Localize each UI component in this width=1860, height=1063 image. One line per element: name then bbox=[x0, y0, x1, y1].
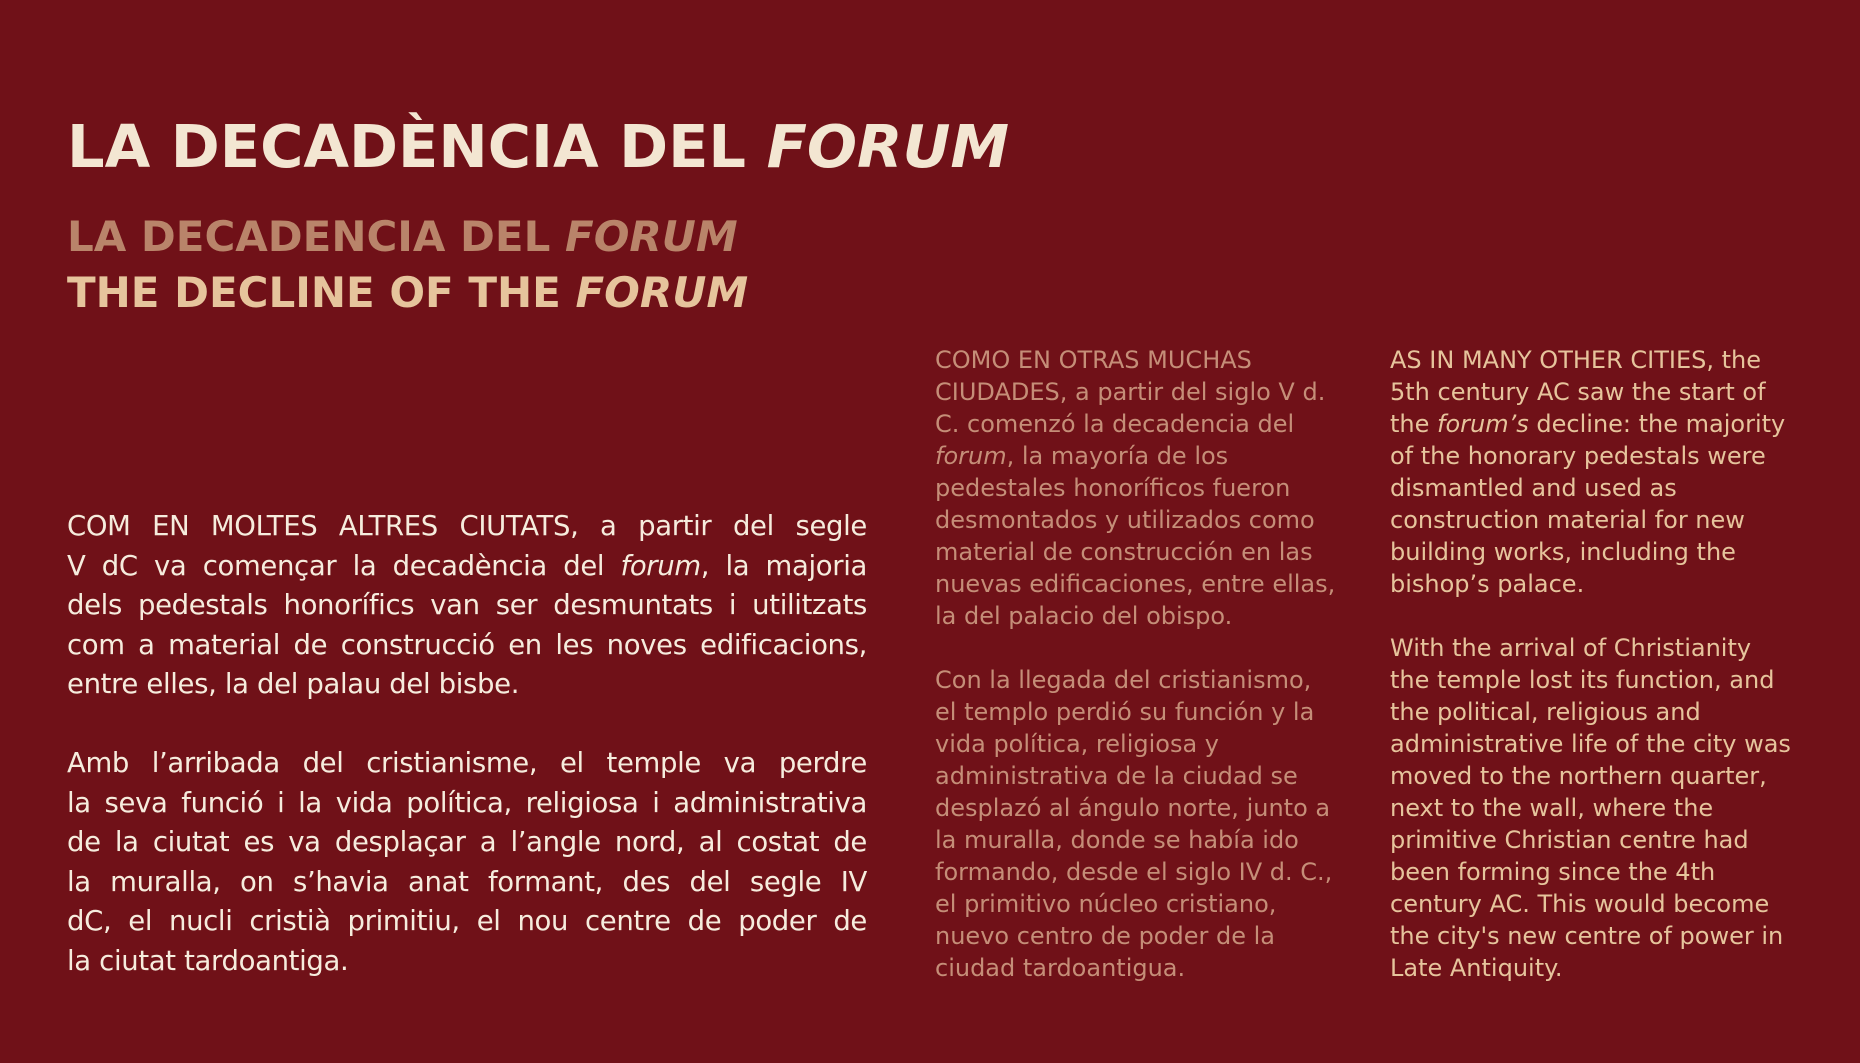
text-fragment: , la majoria bbox=[700, 549, 867, 582]
text-line: next to the wall, where the bbox=[1390, 794, 1714, 822]
text-fragment-italic: forum’s bbox=[1437, 410, 1529, 438]
spanish-paragraph-1 bbox=[935, 344, 1355, 632]
text-line bbox=[1390, 408, 1840, 440]
text-line: administrative life of the city was bbox=[1390, 730, 1791, 758]
english-paragraph-2 bbox=[1390, 632, 1840, 984]
text-line: desplazó al ángulo norte, junto a bbox=[935, 794, 1331, 822]
text-line: AS IN MANY OTHER CITIES, the bbox=[1390, 346, 1761, 374]
text-line: CIUDADES, a partir del siglo V d. bbox=[935, 378, 1326, 406]
text-fragment: decline: the majority bbox=[1536, 410, 1786, 438]
title-ca-prefix: LA DECADÈNCIA DEL bbox=[67, 112, 747, 181]
text-line: vida política, religiosa y bbox=[935, 730, 1220, 758]
text-line: dismantled and used as bbox=[1390, 474, 1677, 502]
text-fragment-italic: forum bbox=[935, 442, 1007, 470]
spanish-text-column bbox=[935, 344, 1355, 984]
text-line: el templo perdió su función y la bbox=[935, 698, 1315, 726]
text-line bbox=[935, 440, 1355, 472]
text-line: el primitivo núcleo cristiano, bbox=[935, 890, 1277, 918]
text-line: primitive Christian centre had bbox=[1390, 826, 1749, 854]
text-fragment: the bbox=[1390, 410, 1430, 438]
text-line: Late Antiquity. bbox=[1390, 954, 1563, 982]
page-title-english bbox=[67, 268, 748, 318]
text-line: administrativa de la ciudad se bbox=[935, 762, 1298, 790]
text-line: material de construcción en las bbox=[935, 538, 1313, 566]
text-line: desmontados y utilizados como bbox=[935, 506, 1315, 534]
text-line: of the honorary pedestals were bbox=[1390, 442, 1766, 470]
catalan-paragraph-1 bbox=[67, 507, 867, 705]
text-line: moved to the northern quarter, bbox=[1390, 762, 1767, 790]
text-line: de la ciutat es va desplaçar a l’angle nord, al costat de bbox=[67, 826, 867, 858]
text-line: la muralla, on s’havia anat formant, des del segle IV bbox=[67, 865, 867, 898]
text-fragment: V dC va començar la decadència del bbox=[67, 549, 605, 582]
text-line: la muralla, donde se había ido bbox=[935, 826, 1299, 854]
english-paragraph-1 bbox=[1390, 344, 1840, 600]
text-line: nuevas edificaciones, entre ellas, bbox=[935, 570, 1336, 598]
text-line: the temple lost its function, and bbox=[1390, 666, 1775, 694]
text-line: Amb l’arribada del cristianisme, el temple va perdre bbox=[67, 747, 867, 779]
title-es-prefix: LA DECADENCIA DEL bbox=[67, 212, 551, 261]
title-es-italic: FORUM bbox=[565, 212, 738, 261]
title-en-prefix: THE DECLINE OF THE bbox=[67, 268, 561, 317]
paragraph-gap bbox=[67, 705, 867, 745]
text-line: com a material de construcció en les noves edificacions, bbox=[67, 628, 867, 661]
english-text-column bbox=[1390, 344, 1840, 984]
title-ca-italic: FORUM bbox=[766, 112, 1010, 181]
text-line: bishop’s palace. bbox=[1390, 570, 1585, 598]
text-line: la del palacio del obispo. bbox=[935, 602, 1233, 630]
paragraph-gap bbox=[1390, 600, 1840, 632]
catalan-text-column bbox=[67, 507, 867, 981]
text-line: Con la llegada del cristianismo, bbox=[935, 666, 1312, 694]
text-line: formando, desde el siglo IV d. C., bbox=[935, 858, 1333, 886]
text-line: la ciutat tardoantiga. bbox=[67, 944, 349, 977]
text-fragment: , la mayoría de los bbox=[1006, 442, 1229, 470]
text-line: century AC. This would become bbox=[1390, 890, 1770, 918]
text-line: COMO EN OTRAS MUCHAS bbox=[935, 346, 1252, 374]
text-line: With the arrival of Christianity bbox=[1390, 634, 1752, 662]
text-line: building works, including the bbox=[1390, 538, 1736, 566]
text-line: la seva funció i la vida política, religiosa i administrativa bbox=[67, 786, 867, 819]
text-line: dels pedestals honorífics van ser desmuntats i utilitzats bbox=[67, 589, 867, 621]
text-line: COM EN MOLTES ALTRES CIUTATS, a partir del segle bbox=[67, 510, 867, 542]
text-line: the city's new centre of power in bbox=[1390, 922, 1784, 950]
spanish-paragraph-2 bbox=[935, 664, 1355, 984]
text-line: entre elles, la del palau del bisbe. bbox=[67, 668, 520, 700]
page-title-catalan bbox=[67, 112, 1009, 183]
text-line: been forming since the 4th bbox=[1390, 858, 1716, 886]
text-line: construction material for new bbox=[1390, 506, 1745, 534]
text-line: C. comenzó la decadencia del bbox=[935, 410, 1295, 438]
catalan-paragraph-2 bbox=[67, 744, 867, 981]
text-line: dC, el nucli cristià primitiu, el nou centre de poder de bbox=[67, 905, 867, 937]
text-line: 5th century AC saw the start of bbox=[1390, 378, 1766, 406]
title-en-italic: FORUM bbox=[575, 268, 749, 317]
text-line bbox=[67, 547, 867, 587]
text-fragment-italic: forum bbox=[620, 549, 701, 582]
text-line: pedestales honoríficos fueron bbox=[935, 474, 1291, 502]
text-line: the political, religious and bbox=[1390, 698, 1701, 726]
paragraph-gap bbox=[935, 632, 1355, 664]
page-title-spanish bbox=[67, 212, 738, 262]
text-line: nuevo centro de poder de la bbox=[935, 922, 1275, 950]
text-line: ciudad tardoantigua. bbox=[935, 954, 1186, 982]
